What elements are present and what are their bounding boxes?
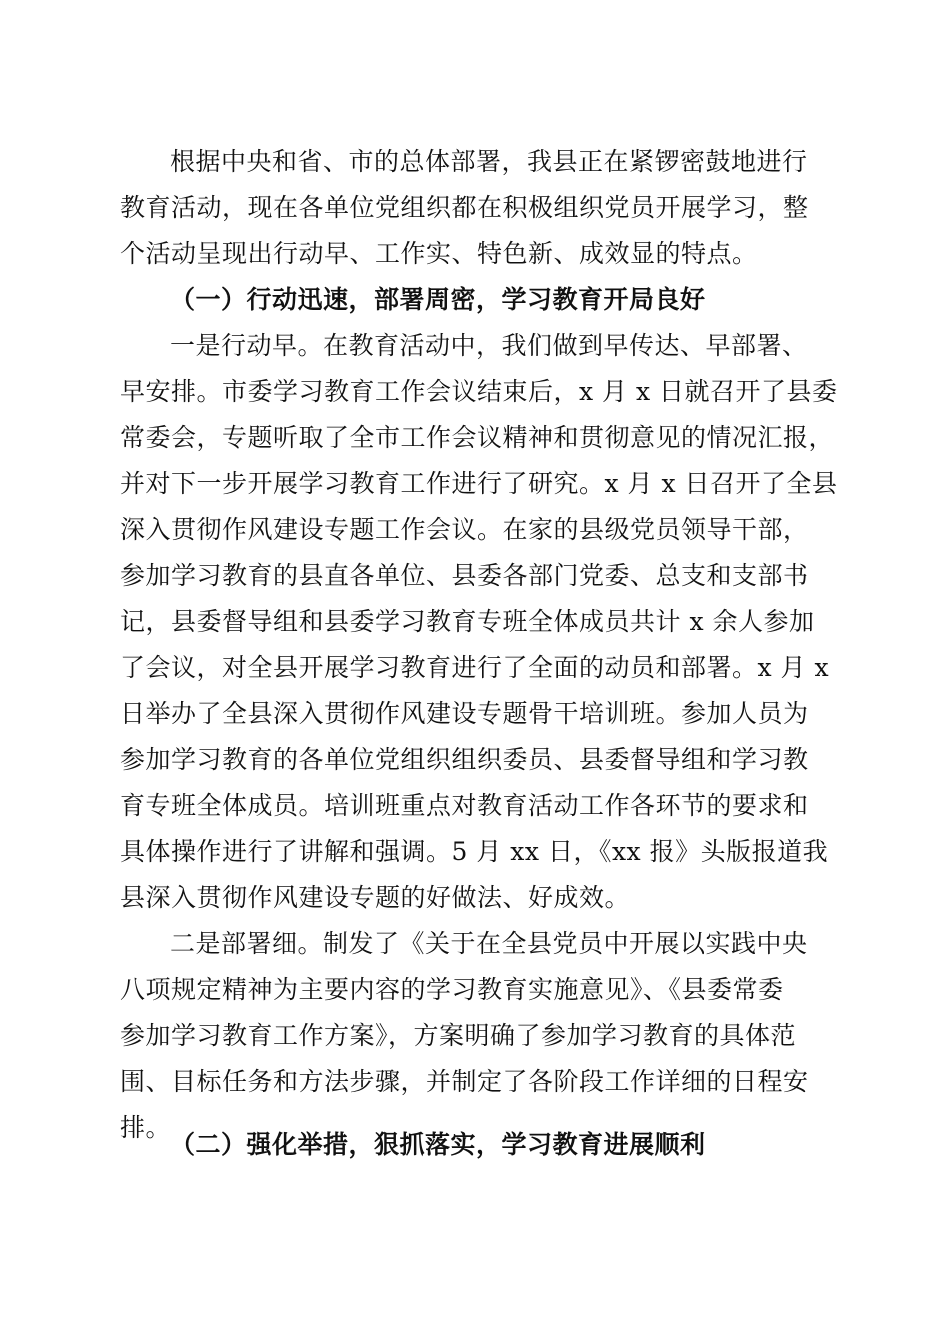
paragraph-1-line-7: 记，县委督导组和县委学习教育专班全体成员共计 x 余人参加	[120, 607, 815, 636]
paragraph-intro-line-1: 根据中央和省、市的总体部署，我县正在紧锣密鼓地进行	[170, 147, 808, 176]
paragraph-1-line-13: 县深入贯彻作风建设专题的好做法、好成效。	[120, 883, 631, 912]
paragraph-1-line-4: 并对下一步开展学习教育工作进行了研究。x 月 x 日召开了全县	[120, 469, 838, 498]
paragraph-1-line-1: 一是行动早。在教育活动中，我们做到早传达、早部署、	[170, 331, 808, 360]
paragraph-1-line-8: 了会议，对全县开展学习教育进行了全面的动员和部署。x 月 x	[120, 653, 830, 682]
paragraph-2-line-5: 排。	[120, 1113, 172, 1142]
paragraph-1-line-5: 深入贯彻作风建设专题工作会议。在家的县级党员领导干部，	[120, 515, 809, 544]
paragraph-1-line-9: 日举办了全县深入贯彻作风建设专题骨干培训班。参加人员为	[120, 699, 809, 728]
paragraph-1-line-6: 参加学习教育的县直各单位、县委各部门党委、总支和支部书	[120, 561, 809, 590]
paragraph-1-line-10: 参加学习教育的各单位党组织组织委员、县委督导组和学习教	[120, 745, 809, 774]
paragraph-intro-line-3: 个活动呈现出行动早、工作实、特色新、成效显的特点。	[120, 239, 758, 268]
paragraph-1-line-2: 早安排。市委学习教育工作会议结束后，x 月 x 日就召开了县委	[120, 377, 838, 406]
paragraph-1-line-12: 具体操作进行了讲解和强调。5 月 xx 日，《xx 报》头版报道我	[120, 837, 829, 866]
paragraph-1-line-3: 常委会，专题听取了全市工作会议精神和贯彻意见的情况汇报，	[120, 423, 835, 452]
section-heading-2: （二）强化举措，狠抓落实，学习教育进展顺利	[170, 1130, 706, 1159]
paragraph-2-line-3: 参加学习教育工作方案》，方案明确了参加学习教育的具体范	[120, 1021, 797, 1050]
paragraph-2-line-4: 围、目标任务和方法步骤，并制定了各阶段工作详细的日程安	[120, 1067, 809, 1096]
paragraph-2-line-2: 八项规定精神为主要内容的学习教育实施意见》、《县委常委	[120, 975, 784, 1004]
section-heading-1: （一）行动迅速，部署周密，学习教育开局良好	[170, 285, 706, 314]
paragraph-intro-line-2: 教育活动，现在各单位党组织都在积极组织党员开展学习，整	[120, 193, 809, 222]
paragraph-1-line-11: 育专班全体成员。培训班重点对教育活动工作各环节的要求和	[120, 791, 809, 820]
paragraph-2-line-1: 二是部署细。制发了《关于在全县党员中开展以实践中央	[170, 929, 808, 958]
